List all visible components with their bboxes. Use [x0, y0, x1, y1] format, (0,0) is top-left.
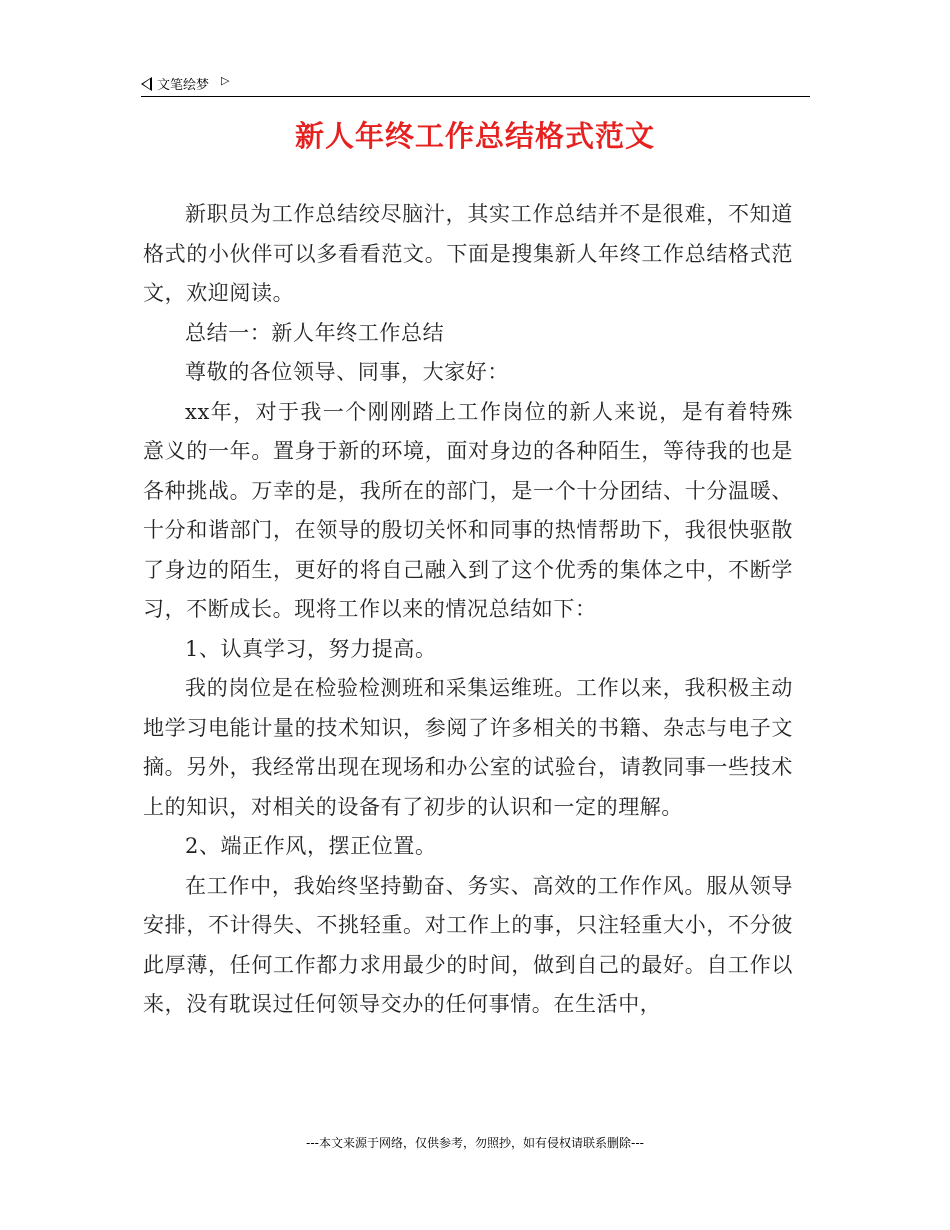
brand-name: 文笔绘梦	[157, 78, 210, 93]
triangle-right-icon: ▷	[221, 74, 230, 87]
paragraph-greeting: 尊敬的各位领导、同事，大家好：	[185, 360, 509, 384]
paragraph-overview: xx年，对于我一个刚刚踏上工作岗位的新人来说，是有着特殊意义的一年。置身于新的环境，面对身边的各种陌生，等待我的也是各种挑战。万幸的是，我所在的部门，是一个十分团结、十分温暖、十分和谐部门，在领导的殷切关怀和同事的热情帮助下，我很快驱散了身边的陌生，更好的将自己融入到了这个优秀的集体之中，不断学习，不断成长。现将工作以来的情况总结如下：	[143, 399, 793, 621]
paragraph-section-heading: 总结一：新人年终工作总结	[185, 320, 445, 345]
paragraph-point-1-heading: 1、认真学习，努力提高。	[185, 636, 437, 661]
triangle-left-icon	[141, 77, 152, 91]
page-footer-disclaimer: ---本文来源于网络，仅供参考，勿照抄，如有侵权请联系删除---	[306, 1136, 644, 1150]
header-brand	[141, 74, 229, 93]
page-header	[141, 70, 810, 97]
document-body	[143, 195, 793, 1025]
paragraph-intro: 新职员为工作总结绞尽脑汁，其实工作总结并不是很难，不知道格式的小伙伴可以多看看范文。下面是搜集新人年终工作总结格式范文，欢迎阅读。	[143, 202, 793, 305]
paragraph-point-2-heading: 2、端正作风，摆正位置。	[185, 834, 437, 858]
paragraph-point-2-body: 在工作中，我始终坚持勤奋、务实、高效的工作作风。服从领导安排，不计得失、不挑轻重。对工作上的事，只注轻重大小，不分彼此厚薄，任何工作都力求用最少的时间，做到自己的最好。自工作以来，没有耽误过任何领导交办的任何事情。在生活中，	[143, 873, 793, 1016]
paragraph-point-1-body: 我的岗位是在检验检测班和采集运维班。工作以来，我积极主动地学习电能计量的技术知识，参阅了许多相关的书籍、杂志与电子文摘。另外，我经常出现在现场和办公室的试验台，请教同事一些技术上的知识，对相关的设备有了初步的认识和一定的理解。	[143, 676, 793, 819]
document-title: 新人年终工作总结格式范文	[294, 119, 655, 153]
